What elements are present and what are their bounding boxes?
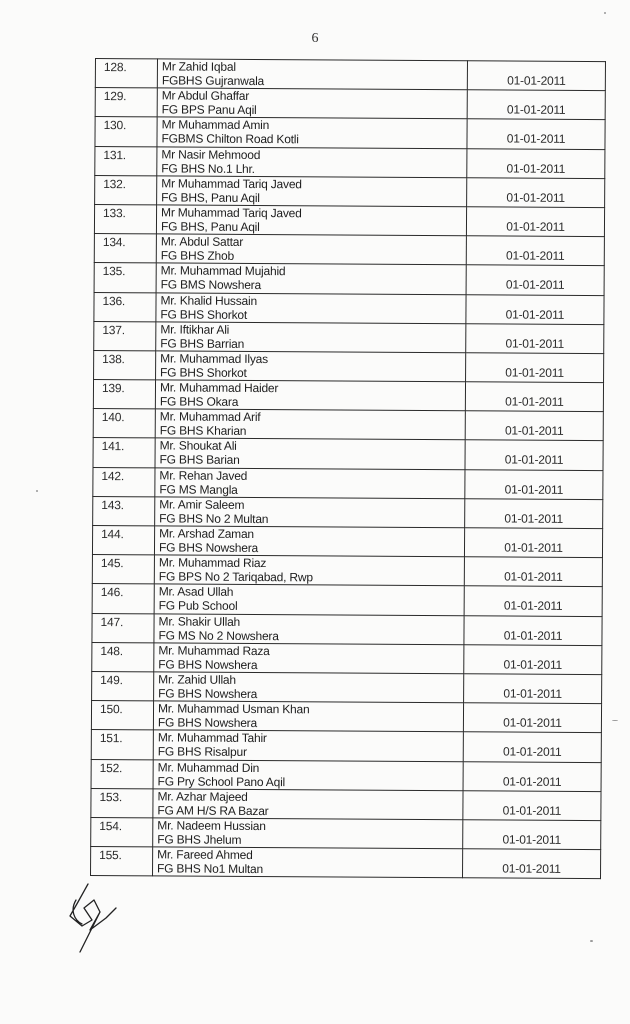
date-cell: 01-01-2011 — [466, 265, 604, 295]
teacher-name: Mr. Arshad Zaman — [159, 526, 254, 541]
name-cell — [156, 263, 466, 294]
table-row — [93, 380, 603, 412]
table-row — [94, 263, 604, 295]
table-row — [95, 146, 605, 178]
serial-number: 137. — [94, 321, 156, 351]
table-row — [92, 584, 602, 616]
serial-number: 141. — [93, 438, 155, 468]
serial-number: 147. — [92, 613, 154, 643]
table-row — [94, 292, 604, 324]
school-name: FG BHS Barrian — [160, 336, 245, 351]
school-name: FG BHS No1 Multan — [157, 861, 264, 877]
serial-number: 154. — [91, 817, 153, 847]
school-name: FG BHS No 2 Multan — [159, 511, 269, 526]
teacher-name: Mr. Shoukat Ali — [159, 438, 237, 454]
date-cell: 01-01-2011 — [465, 469, 603, 499]
table-row — [93, 496, 603, 528]
serial-number: 134. — [94, 234, 156, 264]
date-cell: 01-01-2011 — [466, 323, 604, 353]
teacher-name: Mr Zahid Iqbal — [161, 59, 236, 74]
table-row — [95, 117, 605, 149]
date-cell: 01-01-2011 — [465, 411, 603, 441]
serial-number: 146. — [92, 584, 154, 614]
date-cell: 01-01-2011 — [465, 499, 603, 529]
school-name: FG Pub School — [158, 598, 238, 614]
name-cell — [156, 322, 466, 353]
teacher-name: Mr. Muhammad Mujahid — [160, 263, 286, 279]
date-cell: 01-01-2011 — [467, 178, 605, 208]
name-cell — [156, 234, 466, 265]
date-cell: 01-01-2011 — [464, 615, 602, 645]
table-row — [93, 438, 603, 470]
school-name: FG BHS, Panu Aqil — [160, 219, 260, 234]
school-name: FG MS No 2 Nowshera — [158, 627, 279, 643]
serial-number: 153. — [91, 788, 153, 818]
serial-number: 135. — [94, 263, 156, 293]
school-name: FG BHS Okara — [159, 394, 239, 409]
school-name: FG BHS Nowshera — [158, 657, 258, 672]
teacher-name: Mr Muhammad Tariq Javed — [161, 176, 302, 192]
date-cell: 01-01-2011 — [464, 557, 602, 587]
date-cell: 01-01-2011 — [463, 820, 601, 850]
serial-number: 152. — [91, 759, 153, 789]
serial-number: 155. — [91, 847, 153, 877]
school-name: FG BHS, Panu Aqil — [161, 190, 260, 205]
date-cell: 01-01-2011 — [464, 528, 602, 558]
name-cell — [153, 759, 463, 790]
name-cell — [156, 351, 466, 382]
table-row — [93, 409, 603, 441]
table-row — [95, 88, 605, 120]
seniority-table — [90, 58, 606, 879]
name-cell — [154, 584, 464, 615]
teacher-name: Mr. Iftikhar Ali — [160, 322, 230, 337]
teacher-name: Mr. Muhammad Tahir — [157, 730, 267, 746]
school-name: FG BHS Nowshera — [158, 686, 258, 701]
name-cell — [155, 497, 465, 528]
date-cell: 01-01-2011 — [466, 236, 604, 266]
teacher-name: Mr Nasir Mehmood — [161, 146, 261, 162]
school-name: FG BHS Jhelum — [157, 832, 242, 847]
table-row — [92, 642, 602, 674]
serial-number: 149. — [92, 671, 154, 701]
school-name: FG MS Mangla — [159, 482, 238, 497]
date-cell: 01-01-2011 — [464, 645, 602, 675]
teacher-name: Mr. Abdul Sattar — [160, 234, 244, 250]
table-row — [92, 555, 602, 587]
name-cell — [153, 789, 463, 820]
serial-number: 139. — [93, 380, 155, 410]
date-cell: 01-01-2011 — [466, 207, 604, 237]
date-cell: 01-01-2011 — [467, 148, 605, 178]
name-cell — [155, 438, 465, 469]
school-name: FG BHS Nowshera — [157, 715, 258, 731]
serial-number: 133. — [94, 204, 156, 234]
table-row — [92, 525, 602, 557]
name-cell — [157, 59, 467, 90]
table-row — [91, 788, 601, 820]
teacher-name: Mr. Nadeem Hussian — [157, 818, 266, 833]
table-row — [91, 730, 601, 762]
teacher-name: Mr. Khalid Hussain — [160, 292, 258, 308]
date-cell: 01-01-2011 — [464, 674, 602, 704]
school-name: FG BHS No.1 Lhr. — [161, 160, 255, 176]
serial-number: 136. — [94, 292, 156, 322]
name-cell — [157, 146, 467, 177]
school-name: FG Pry School Pano Aqil — [157, 773, 286, 789]
date-cell: 01-01-2011 — [467, 90, 605, 120]
school-name: FGBMS Chilton Road Kotli — [161, 131, 299, 147]
table-row — [95, 59, 605, 91]
date-cell: 01-01-2011 — [463, 790, 601, 820]
serial-number: 142. — [93, 467, 155, 497]
seniority-table-container — [90, 58, 605, 879]
serial-number: 150. — [91, 701, 153, 731]
serial-number: 145. — [92, 555, 154, 585]
serial-number: 130. — [95, 117, 157, 147]
teacher-name: Mr Muhammad Amin — [161, 117, 270, 133]
name-cell — [153, 818, 463, 849]
scan-speck — [590, 940, 593, 942]
table-row — [94, 234, 604, 266]
date-cell: 01-01-2011 — [463, 703, 601, 733]
name-cell — [153, 730, 463, 761]
name-cell — [157, 88, 467, 119]
name-cell — [153, 847, 463, 878]
date-cell: 01-01-2011 — [464, 586, 602, 616]
school-name: FG BHS Shorkot — [160, 365, 247, 380]
teacher-name: Mr. Muhammad Arif — [159, 409, 261, 425]
date-cell: 01-01-2011 — [466, 294, 604, 324]
name-cell — [154, 643, 464, 674]
page-number: 6 — [311, 31, 319, 46]
scan-speck — [612, 720, 618, 721]
name-cell — [154, 526, 464, 557]
teacher-name: Mr Muhammad Tariq Javed — [161, 205, 302, 221]
name-cell — [155, 409, 465, 440]
scan-speck — [36, 490, 38, 492]
table-row — [92, 671, 602, 703]
school-name: FG BHS Risalpur — [157, 744, 247, 760]
name-cell — [154, 555, 464, 586]
teacher-name: Mr. Muhammad Usman Khan — [157, 701, 310, 717]
school-name: FG AM H/S RA Bazar — [157, 803, 269, 818]
school-name: FG BHS Nowshera — [158, 540, 259, 556]
table-row — [93, 467, 603, 499]
table-row — [91, 759, 601, 791]
teacher-name: Mr. Rehan Javed — [159, 468, 248, 483]
date-cell: 01-01-2011 — [465, 382, 603, 412]
table-row — [94, 321, 604, 353]
teacher-name: Mr. Asad Ullah — [158, 584, 234, 600]
table-row — [91, 847, 601, 879]
school-name: FG BPS No 2 Tariqabad, Rwp — [158, 569, 313, 585]
date-cell: 01-01-2011 — [463, 761, 601, 791]
date-cell: 01-01-2011 — [466, 353, 604, 383]
name-cell — [157, 117, 467, 148]
teacher-name: Mr. Shakir Ullah — [158, 613, 241, 629]
date-cell: 01-01-2011 — [465, 440, 603, 470]
serial-number: 128. — [95, 59, 157, 89]
school-name: FG BHS Barian — [159, 452, 240, 468]
signature-mark — [60, 880, 130, 960]
school-name: FG BHS Zhob — [160, 248, 235, 263]
school-name: FG BPS Panu Aqil — [161, 102, 257, 118]
teacher-name: Mr. Amir Saleem — [159, 497, 245, 512]
teacher-name: Mr. Muhammad Din — [157, 759, 260, 775]
name-cell — [156, 205, 466, 236]
name-cell — [156, 292, 466, 323]
serial-number: 140. — [93, 409, 155, 439]
name-cell — [154, 672, 464, 703]
teacher-name: Mr. Muhammad Ilyas — [160, 351, 268, 366]
table-row — [91, 817, 601, 849]
scan-speck — [604, 12, 606, 14]
table-row — [95, 175, 605, 207]
serial-number: 138. — [94, 350, 156, 380]
teacher-name: Mr. Zahid Ullah — [158, 672, 236, 687]
table-row — [94, 204, 604, 236]
teacher-name: Mr Abdul Ghaffar — [161, 88, 250, 104]
school-name: FG BHS Shorkot — [160, 306, 248, 322]
teacher-name: Mr. Azhar Majeed — [157, 789, 248, 804]
serial-number: 144. — [92, 525, 154, 555]
school-name: FGBHS Gujranwala — [161, 73, 265, 89]
teacher-name: Mr. Fareed Ahmed — [157, 847, 253, 863]
serial-number: 148. — [92, 642, 154, 672]
table-body — [91, 59, 606, 879]
school-name: FG BHS Kharian — [159, 423, 247, 439]
teacher-name: Mr. Muhammad Raza — [158, 643, 270, 658]
name-cell — [155, 467, 465, 498]
name-cell — [154, 613, 464, 644]
school-name: FG BMS Nowshera — [160, 277, 262, 293]
table-row — [94, 350, 604, 382]
serial-number: 129. — [95, 88, 157, 118]
name-cell — [157, 176, 467, 207]
teacher-name: Mr. Muhammad Haider — [159, 380, 279, 396]
serial-number: 151. — [91, 730, 153, 760]
name-cell — [153, 701, 463, 732]
date-cell: 01-01-2011 — [467, 61, 605, 91]
table-row — [91, 701, 601, 733]
serial-number: 131. — [95, 146, 157, 176]
serial-number: 132. — [95, 175, 157, 205]
date-cell: 01-01-2011 — [463, 732, 601, 762]
name-cell — [155, 380, 465, 411]
date-cell: 01-01-2011 — [462, 849, 600, 879]
date-cell: 01-01-2011 — [467, 119, 605, 149]
serial-number: 143. — [93, 496, 155, 526]
teacher-name: Mr. Muhammad Riaz — [158, 555, 267, 571]
table-row — [92, 613, 602, 645]
